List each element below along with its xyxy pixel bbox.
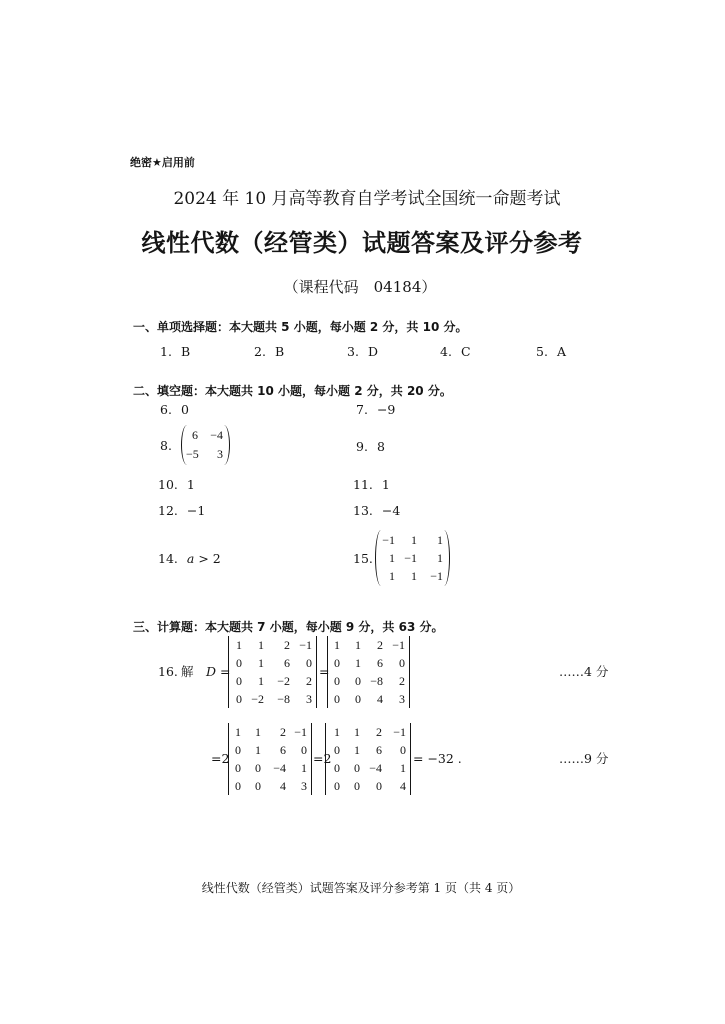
- answer-number: 12.: [158, 503, 178, 518]
- matrix-cell: −2: [251, 692, 264, 706]
- matrix-cell: 1: [301, 761, 307, 775]
- matrix-cell: 1: [437, 533, 443, 547]
- matrix-cell: 1: [437, 551, 443, 565]
- matrix-cell: 6: [284, 656, 290, 670]
- page-footer: 线性代数（经管类）试题答案及评分参考第 1 页（共 4 页）: [201, 881, 521, 895]
- answer-number: 15.: [353, 551, 373, 566]
- coefficient: =2: [313, 751, 332, 766]
- matrix-cell: 0: [255, 779, 261, 793]
- section2-heading: 二、填空题：本大题共 10 小题，每小题 2 分，共 20 分。: [133, 384, 452, 398]
- answer-number: 4.: [440, 344, 452, 359]
- matrix-cell: 0: [399, 656, 405, 670]
- answer-value: −1: [186, 503, 206, 518]
- determinant-step-2: [327, 636, 410, 708]
- matrix-cell: 1: [236, 638, 242, 652]
- matrix-cell: 1: [354, 743, 360, 757]
- matrix-cell: 1: [355, 656, 361, 670]
- answer-relation: > 2: [198, 551, 221, 566]
- answer-value: C: [460, 344, 471, 359]
- matrix-cell: −1: [404, 551, 417, 565]
- answer-item: [440, 344, 471, 359]
- answer-number: 8.: [160, 438, 172, 453]
- section1-heading: 一、单项选择题：本大题共 5 小题，每小题 2 分，共 10 分。: [133, 320, 468, 334]
- score-note-2: ……9 分: [559, 751, 609, 766]
- answer-number: 9.: [356, 439, 368, 454]
- matrix-cell: 1: [334, 725, 340, 739]
- matrix-cell: 2: [284, 638, 290, 652]
- solution-label: 解: [181, 664, 194, 679]
- matrix-cell: 1: [258, 674, 264, 688]
- matrix-cell: −4: [369, 761, 382, 775]
- answer-number: 13.: [353, 503, 373, 518]
- matrix-cell: 1: [258, 638, 264, 652]
- matrix-cell: −5: [186, 447, 199, 461]
- section3-heading: 三、计算题：本大题共 7 小题，每小题 9 分，共 63 分。: [133, 620, 444, 634]
- matrix-cell: 0: [376, 779, 382, 793]
- answer-value: D: [367, 344, 378, 359]
- matrix-cell: 3: [399, 692, 405, 706]
- matrix-cell: 4: [377, 692, 383, 706]
- matrix-cell: 1: [258, 656, 264, 670]
- matrix-cell: 1: [411, 533, 417, 547]
- answer-item: [160, 344, 190, 359]
- answer-value: −4: [381, 503, 401, 518]
- matrix-cell: 0: [334, 692, 340, 706]
- fill-answer-10: [158, 477, 195, 492]
- score-note-1: ……4 分: [559, 664, 609, 679]
- answer-value: B: [180, 344, 191, 359]
- matrix-cell: −8: [370, 674, 383, 688]
- determinant-step-1: [228, 636, 317, 708]
- matrix-cell: 3: [306, 692, 312, 706]
- answer-item: [347, 344, 378, 359]
- determinant-result: = −32 .: [413, 751, 462, 766]
- matrix-cell: 2: [376, 725, 382, 739]
- answer-number: 7.: [356, 402, 368, 417]
- fill-answer-6: [160, 402, 189, 417]
- answer-number: 14.: [158, 551, 178, 566]
- document-title: 线性代数（经管类）试题答案及评分参考: [141, 229, 583, 257]
- matrix-cell: 1: [354, 725, 360, 739]
- matrix-cell: 3: [217, 447, 223, 461]
- matrix-cell: 3: [301, 779, 307, 793]
- matrix-answer-15: [375, 531, 450, 585]
- matrix-cell: 0: [355, 674, 361, 688]
- matrix-cell: 0: [355, 692, 361, 706]
- matrix-cell: 0: [354, 761, 360, 775]
- determinant-step-3: [228, 723, 312, 795]
- matrix-cell: 0: [334, 656, 340, 670]
- fill-answer-9: [356, 439, 385, 454]
- answer-number: 11.: [353, 477, 373, 492]
- matrix-cell: −1: [299, 638, 312, 652]
- matrix-cell: 6: [280, 743, 286, 757]
- fill-answer-14: [158, 551, 221, 566]
- determinant-variable: D: [206, 664, 217, 679]
- matrix-cell: 1: [334, 638, 340, 652]
- matrix-cell: 0: [236, 674, 242, 688]
- matrix-cell: 0: [334, 761, 340, 775]
- matrix-answer-8: [181, 426, 230, 464]
- equals-sign: =: [319, 664, 330, 679]
- matrix-cell: 1: [400, 761, 406, 775]
- matrix-cell: 0: [306, 656, 312, 670]
- matrix-cell: 4: [400, 779, 406, 793]
- answer-item: [536, 344, 566, 359]
- matrix-cell: −1: [393, 725, 406, 739]
- matrix-cell: 1: [255, 725, 261, 739]
- course-code: （课程代码 04184）: [283, 278, 437, 296]
- matrix-cell: 0: [236, 656, 242, 670]
- matrix-cell: −1: [294, 725, 307, 739]
- answer-number: 10.: [158, 477, 178, 492]
- answer-value: 1: [381, 477, 390, 492]
- matrix-cell: 0: [334, 674, 340, 688]
- fill-answer-13: [353, 503, 400, 518]
- matrix-cell: 1: [389, 569, 395, 583]
- answer-value: B: [274, 344, 285, 359]
- equals-sign: =: [220, 664, 231, 679]
- matrix-cell: −1: [382, 533, 395, 547]
- matrix-cell: 2: [399, 674, 405, 688]
- fill-answer-11: [353, 477, 390, 492]
- confidential-mark: 绝密★启用前: [130, 156, 195, 169]
- matrix-cell: 6: [192, 428, 198, 442]
- determinant-lhs: [206, 664, 231, 679]
- fill-answer-12: [158, 503, 205, 518]
- matrix-cell: 0: [255, 761, 261, 775]
- matrix-cell: 6: [376, 743, 382, 757]
- answer-number: 2.: [254, 344, 266, 359]
- matrix-cell: 0: [301, 743, 307, 757]
- answer-value: −9: [376, 402, 396, 417]
- question-number-16: 16.: [158, 664, 178, 679]
- matrix-cell: 1: [355, 638, 361, 652]
- answer-value: A: [556, 344, 566, 359]
- coefficient: =2: [211, 751, 230, 766]
- exam-title: 2024 年 10 月高等教育自学考试全国统一命题考试: [173, 189, 561, 209]
- matrix-cell: 0: [235, 743, 241, 757]
- matrix-cell: 1: [255, 743, 261, 757]
- matrix-cell: −1: [430, 569, 443, 583]
- matrix-cell: 1: [235, 725, 241, 739]
- matrix-cell: −4: [210, 428, 223, 442]
- matrix-cell: 2: [377, 638, 383, 652]
- answer-item: [254, 344, 284, 359]
- fill-answer-7: [356, 402, 395, 417]
- matrix-cell: 4: [280, 779, 286, 793]
- answer-number: 1.: [160, 344, 172, 359]
- matrix-cell: −4: [273, 761, 286, 775]
- matrix-cell: 2: [306, 674, 312, 688]
- answer-number: 3.: [347, 344, 359, 359]
- answer-value: 8: [376, 439, 385, 454]
- matrix-cell: 2: [280, 725, 286, 739]
- matrix-cell: 0: [334, 779, 340, 793]
- matrix-cell: 0: [235, 779, 241, 793]
- matrix-cell: 1: [411, 569, 417, 583]
- matrix-cell: −1: [392, 638, 405, 652]
- answer-value: 0: [180, 402, 189, 417]
- matrix-cell: 0: [235, 761, 241, 775]
- answer-variable: a: [186, 551, 195, 566]
- matrix-cell: −2: [277, 674, 290, 688]
- matrix-cell: 0: [334, 743, 340, 757]
- matrix-cell: −8: [277, 692, 290, 706]
- matrix-cell: 1: [389, 551, 395, 565]
- matrix-cell: 0: [236, 692, 242, 706]
- matrix-cell: 0: [354, 779, 360, 793]
- matrix-cell: 6: [377, 656, 383, 670]
- answer-number: 6.: [160, 402, 172, 417]
- answer-value: 1: [186, 477, 195, 492]
- answer-number: 5.: [536, 344, 548, 359]
- determinant-step-4: [325, 723, 411, 795]
- matrix-cell: 0: [400, 743, 406, 757]
